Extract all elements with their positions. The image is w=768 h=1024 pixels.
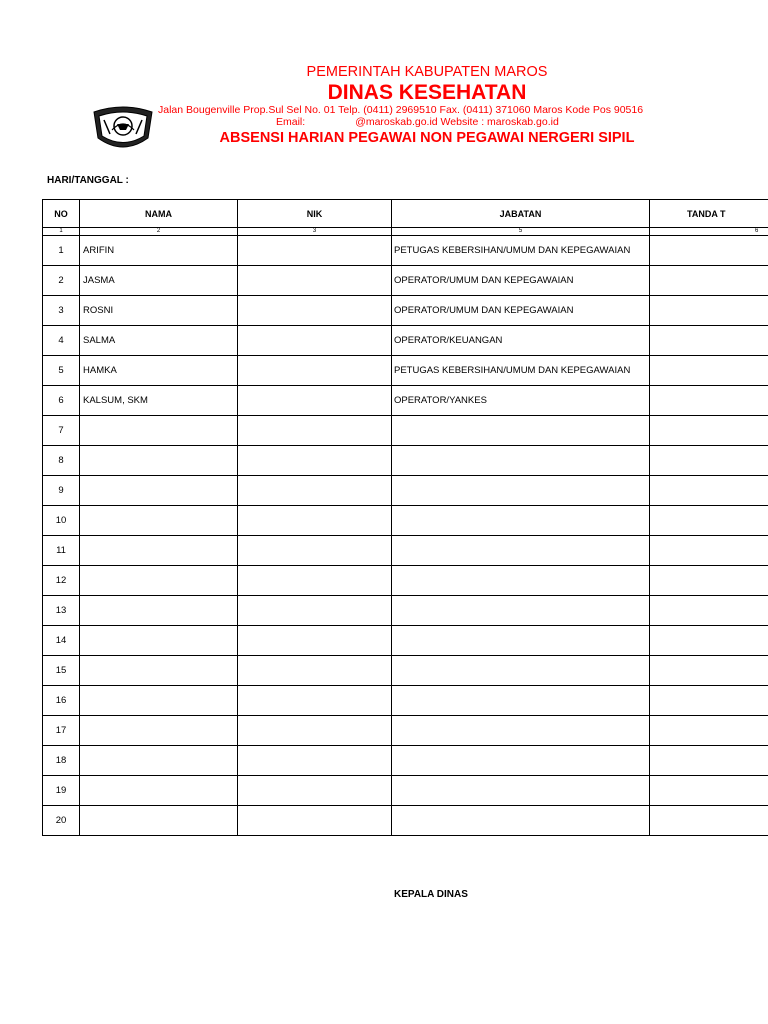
document-title: ABSENSI HARIAN PEGAWAI NON PEGAWAI NERGERI SIPIL <box>219 130 635 146</box>
cell-no: 3 <box>43 296 80 326</box>
cell-no: 20 <box>43 806 80 836</box>
email-website: @maroskab.go.id Website : maroskab.go.id <box>355 116 559 128</box>
cell-no: 15 <box>43 656 80 686</box>
cell-no: 9 <box>43 476 80 506</box>
cell-no: 4 <box>43 326 80 356</box>
column-header-nik: NIK <box>238 200 392 228</box>
cell-no: 2 <box>43 266 80 296</box>
cell-signature[interactable] <box>650 356 768 386</box>
cell-no: 16 <box>43 686 80 716</box>
table-row <box>43 716 768 746</box>
cell-nik <box>238 686 392 716</box>
cell-no: 19 <box>43 776 80 806</box>
cell-no: 11 <box>43 536 80 566</box>
cell-nama: ARIFIN <box>80 236 238 266</box>
cell-signature[interactable] <box>650 746 768 776</box>
cell-nama <box>80 686 238 716</box>
table-row <box>43 266 768 296</box>
cell-nik <box>238 446 392 476</box>
cell-nik <box>238 326 392 356</box>
cell-nama: SALMA <box>80 326 238 356</box>
cell-jabatan: OPERATOR/UMUM DAN KEPEGAWAIAN <box>392 266 650 296</box>
cell-jabatan: PETUGAS KEBERSIHAN/UMUM DAN KEPEGAWAIAN <box>392 356 650 386</box>
cell-nama <box>80 506 238 536</box>
cell-nik <box>238 386 392 416</box>
contact-line <box>276 116 559 128</box>
table-row <box>43 626 768 656</box>
cell-jabatan <box>392 416 650 446</box>
cell-signature[interactable] <box>650 476 768 506</box>
column-index-row <box>43 228 768 236</box>
cell-signature[interactable] <box>650 386 768 416</box>
cell-nama <box>80 566 238 596</box>
cell-nik <box>238 806 392 836</box>
cell-signature[interactable] <box>650 506 768 536</box>
table-row <box>43 236 768 266</box>
cell-no: 8 <box>43 446 80 476</box>
column-index: 1 <box>43 228 80 236</box>
cell-jabatan: PETUGAS KEBERSIHAN/UMUM DAN KEPEGAWAIAN <box>392 236 650 266</box>
cell-nama <box>80 536 238 566</box>
cell-signature[interactable] <box>650 566 768 596</box>
cell-jabatan <box>392 566 650 596</box>
cell-nama <box>80 746 238 776</box>
table-row <box>43 296 768 326</box>
cell-jabatan <box>392 656 650 686</box>
cell-signature[interactable] <box>650 236 768 266</box>
cell-signature[interactable] <box>650 446 768 476</box>
cell-jabatan <box>392 446 650 476</box>
government-name: PEMERINTAH KABUPATEN MAROS <box>306 64 548 80</box>
cell-nik <box>238 656 392 686</box>
cell-jabatan: OPERATOR/KEUANGAN <box>392 326 650 356</box>
table-row <box>43 386 768 416</box>
cell-nik <box>238 776 392 806</box>
cell-jabatan <box>392 506 650 536</box>
column-index: 2 <box>80 228 238 236</box>
cell-nik <box>238 596 392 626</box>
column-header-jabatan: JABATAN <box>392 200 650 228</box>
cell-jabatan <box>392 686 650 716</box>
cell-nik <box>238 416 392 446</box>
table-row <box>43 656 768 686</box>
cell-nama <box>80 626 238 656</box>
cell-jabatan <box>392 476 650 506</box>
cell-jabatan <box>392 596 650 626</box>
column-header-no: NO <box>43 200 80 228</box>
table-row <box>43 806 768 836</box>
cell-signature[interactable] <box>650 656 768 686</box>
cell-nik <box>238 296 392 326</box>
cell-no: 7 <box>43 416 80 446</box>
column-index: 6 <box>650 228 768 236</box>
column-header-tanda-tangan: TANDA T <box>650 200 768 228</box>
cell-nama: ROSNI <box>80 296 238 326</box>
office-address: Jalan Bougenville Prop.Sul Sel No. 01 Telp. (0411) 2969510 Fax. (0411) 371060 Maros Kode Pos 90516 <box>158 104 644 116</box>
cell-nik <box>238 356 392 386</box>
cell-no: 17 <box>43 716 80 746</box>
table-row <box>43 356 768 386</box>
cell-nik <box>238 626 392 656</box>
cell-signature[interactable] <box>650 716 768 746</box>
cell-signature[interactable] <box>650 686 768 716</box>
table-row <box>43 506 768 536</box>
cell-jabatan <box>392 716 650 746</box>
table-row <box>43 746 768 776</box>
cell-signature[interactable] <box>650 596 768 626</box>
cell-nama <box>80 656 238 686</box>
cell-no: 6 <box>43 386 80 416</box>
cell-jabatan: OPERATOR/UMUM DAN KEPEGAWAIAN <box>392 296 650 326</box>
table-row <box>43 776 768 806</box>
office-name: DINAS KESEHATAN <box>327 81 527 104</box>
column-index: 5 <box>392 228 650 236</box>
cell-nik <box>238 566 392 596</box>
attendance-table <box>42 199 768 836</box>
cell-signature[interactable] <box>650 266 768 296</box>
table-row <box>43 446 768 476</box>
cell-signature[interactable] <box>650 416 768 446</box>
signature-title: KEPALA DINAS <box>394 889 468 900</box>
table-header-row <box>43 200 768 228</box>
column-index: 3 <box>238 228 392 236</box>
cell-signature[interactable] <box>650 776 768 806</box>
cell-jabatan <box>392 746 650 776</box>
cell-signature[interactable] <box>650 626 768 656</box>
cell-no: 1 <box>43 236 80 266</box>
cell-nama <box>80 416 238 446</box>
cell-nama <box>80 716 238 746</box>
cell-no: 18 <box>43 746 80 776</box>
table-row <box>43 326 768 356</box>
table-row <box>43 536 768 566</box>
cell-no: 5 <box>43 356 80 386</box>
cell-jabatan <box>392 536 650 566</box>
table-row <box>43 686 768 716</box>
cell-nik <box>238 536 392 566</box>
cell-jabatan <box>392 806 650 836</box>
cell-signature[interactable] <box>650 296 768 326</box>
cell-nama <box>80 596 238 626</box>
cell-no: 14 <box>43 626 80 656</box>
column-header-nama: NAMA <box>80 200 238 228</box>
cell-nama <box>80 446 238 476</box>
cell-nama <box>80 806 238 836</box>
table-row <box>43 476 768 506</box>
cell-nik <box>238 506 392 536</box>
cell-no: 12 <box>43 566 80 596</box>
cell-no: 13 <box>43 596 80 626</box>
cell-nama: KALSUM, SKM <box>80 386 238 416</box>
cell-no: 10 <box>43 506 80 536</box>
table-row <box>43 566 768 596</box>
cell-jabatan: OPERATOR/YANKES <box>392 386 650 416</box>
cell-nik <box>238 716 392 746</box>
email-label: Email: <box>276 116 306 128</box>
cell-nik <box>238 236 392 266</box>
cell-signature[interactable] <box>650 806 768 836</box>
date-label: HARI/TANGGAL : <box>47 175 129 186</box>
cell-nama <box>80 476 238 506</box>
cell-nama <box>80 776 238 806</box>
cell-jabatan <box>392 776 650 806</box>
cell-signature[interactable] <box>650 536 768 566</box>
table-row <box>43 596 768 626</box>
cell-nik <box>238 476 392 506</box>
cell-nama: HAMKA <box>80 356 238 386</box>
cell-jabatan <box>392 626 650 656</box>
cell-signature[interactable] <box>650 326 768 356</box>
cell-nama: JASMA <box>80 266 238 296</box>
table-row <box>43 416 768 446</box>
cell-nik <box>238 746 392 776</box>
cell-nik <box>238 266 392 296</box>
